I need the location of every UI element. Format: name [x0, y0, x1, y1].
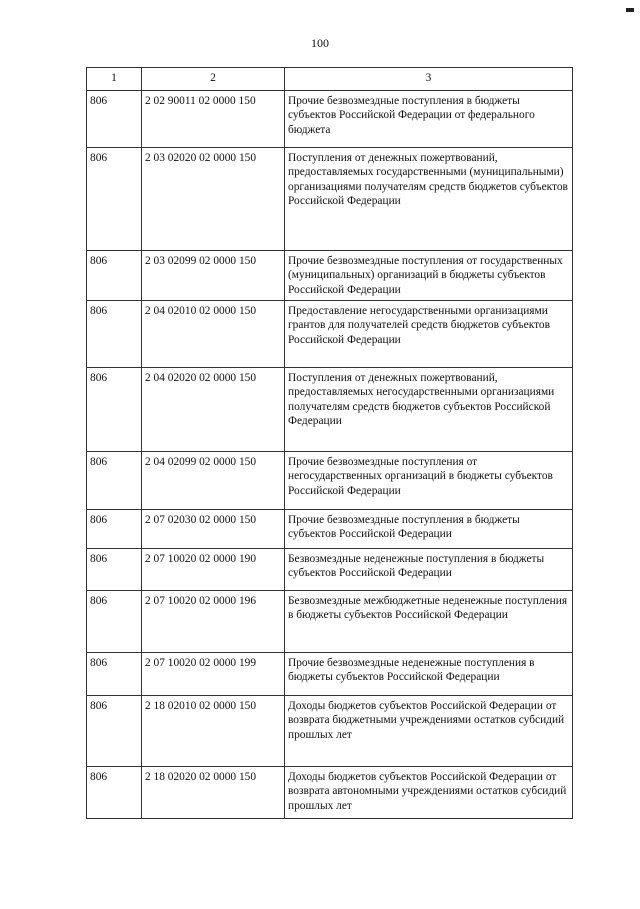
budget-code-cell: 2 07 02030 02 0000 150	[142, 509, 285, 548]
budget-code-cell: 2 07 10020 02 0000 190	[142, 548, 285, 590]
budget-code-cell: 2 18 02010 02 0000 150	[142, 695, 285, 766]
table-row	[87, 147, 573, 250]
admin-code-cell: 806	[87, 695, 142, 766]
revenue-name-cell: Прочие безвозмездные неденежные поступления в бюджеты субъектов Российской Федерации	[285, 652, 573, 695]
table-row	[87, 300, 573, 367]
revenue-name-cell: Доходы бюджетов субъектов Российской Федерации от возврата бюджетными учреждениями остатков субсидий прошлых лет	[285, 695, 573, 766]
table-row	[87, 367, 573, 451]
admin-code-cell: 806	[87, 766, 142, 818]
revenue-name-cell: Доходы бюджетов субъектов Российской Федерации от возврата автономными учреждениями остатков субсидий прошлых лет	[285, 766, 573, 818]
table-row	[87, 766, 573, 818]
budget-code-cell: 2 04 02099 02 0000 150	[142, 451, 285, 509]
table-row	[87, 250, 573, 300]
table-row	[87, 509, 573, 548]
table-row	[87, 695, 573, 766]
admin-code-cell: 806	[87, 300, 142, 367]
revenue-name-cell: Безвозмездные межбюджетные неденежные поступления в бюджеты субъектов Российской Федерации	[285, 590, 573, 652]
revenue-name-cell: Прочие безвозмездные поступления от негосударственных организаций в бюджеты субъектов Российской Федерации	[285, 451, 573, 509]
admin-code-cell: 806	[87, 590, 142, 652]
table-header-row	[87, 68, 573, 91]
budget-code-cell: 2 03 02099 02 0000 150	[142, 250, 285, 300]
revenue-name-cell: Прочие безвозмездные поступления в бюджеты субъектов Российской Федерации	[285, 509, 573, 548]
revenue-name-cell: Безвозмездные неденежные поступления в бюджеты субъектов Российской Федерации	[285, 548, 573, 590]
budget-code-cell: 2 02 90011 02 0000 150	[142, 90, 285, 147]
page-number: 100	[311, 36, 329, 50]
table-row	[87, 652, 573, 695]
budget-code-cell: 2 18 02020 02 0000 150	[142, 766, 285, 818]
budget-code-cell: 2 04 02020 02 0000 150	[142, 367, 285, 451]
corner-scan-mark	[626, 8, 634, 12]
admin-code-cell: 806	[87, 250, 142, 300]
revenue-name-cell: Прочие безвозмездные поступления в бюджеты субъектов Российской Федерации от федерального бюджета	[285, 90, 573, 147]
admin-code-cell: 806	[87, 90, 142, 147]
budget-code-cell: 2 07 10020 02 0000 196	[142, 590, 285, 652]
table-row	[87, 590, 573, 652]
column-header-2: 2	[142, 68, 285, 91]
table-row	[87, 90, 573, 147]
column-header-1: 1	[87, 68, 142, 91]
revenue-name-cell: Поступления от денежных пожертвований, предоставляемых государственными (муниципальными) организациями получателям средств бюджетов субъектов Российской Федерации	[285, 147, 573, 250]
budget-code-cell: 2 07 10020 02 0000 199	[142, 652, 285, 695]
admin-code-cell: 806	[87, 451, 142, 509]
admin-code-cell: 806	[87, 652, 142, 695]
admin-code-cell: 806	[87, 509, 142, 548]
table-row	[87, 451, 573, 509]
admin-code-cell: 806	[87, 548, 142, 590]
admin-code-cell: 806	[87, 147, 142, 250]
revenue-name-cell: Предоставление негосударственными организациями грантов для получателей средств бюджетов субъектов Российской Федерации	[285, 300, 573, 367]
revenue-name-cell: Поступления от денежных пожертвований, предоставляемых негосударственными организациями получателям средств бюджетов субъектов Российской Федерации	[285, 367, 573, 451]
table-body	[87, 90, 573, 818]
budget-code-cell: 2 04 02010 02 0000 150	[142, 300, 285, 367]
column-header-3: 3	[285, 68, 573, 91]
budget-code-cell: 2 03 02020 02 0000 150	[142, 147, 285, 250]
revenue-name-cell: Прочие безвозмездные поступления от государственных (муниципальных) организаций в бюджеты субъектов Российской Федерации	[285, 250, 573, 300]
table-row	[87, 548, 573, 590]
admin-code-cell: 806	[87, 367, 142, 451]
revenue-codes-table	[86, 67, 573, 819]
